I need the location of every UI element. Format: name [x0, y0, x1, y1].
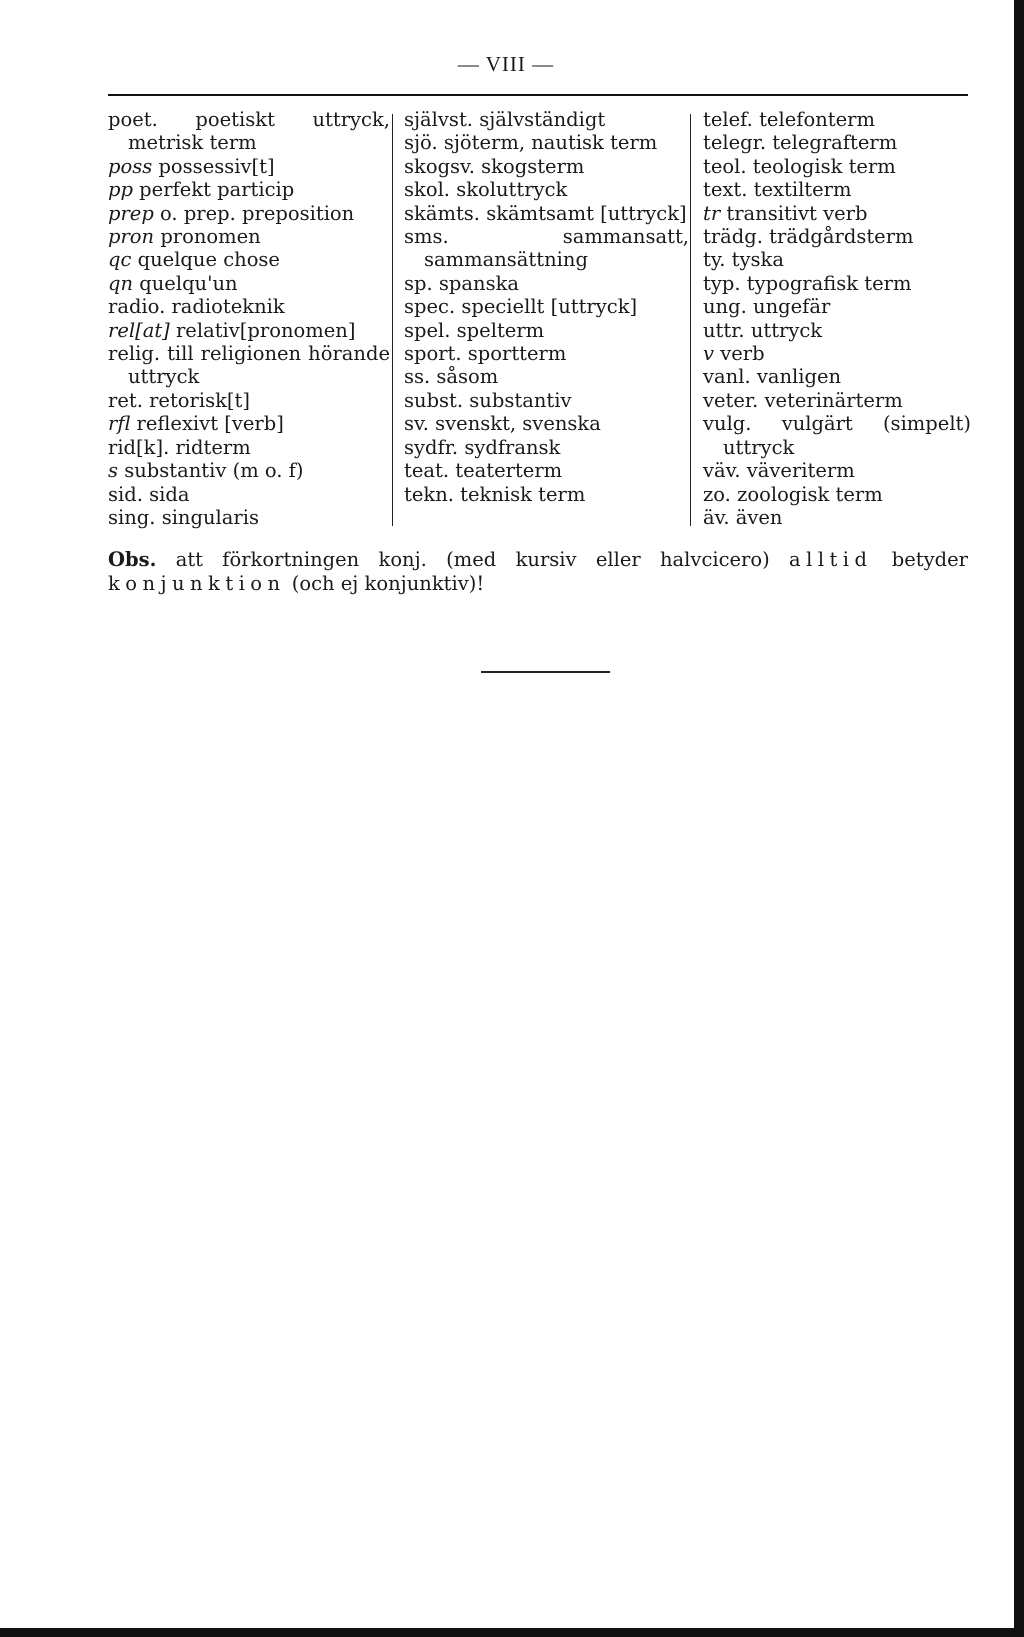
abbreviation-entry	[703, 202, 971, 225]
abbreviation-entry	[703, 108, 971, 131]
note-text: (och ej konjunktiv)!	[291, 572, 485, 595]
abbreviation-entry	[108, 225, 390, 248]
abbreviation: telegr.	[703, 131, 767, 155]
abbreviation-entry	[108, 202, 390, 225]
abbreviation-entry	[404, 131, 689, 154]
abbreviation-entry	[404, 295, 689, 318]
abbreviation: tr	[703, 201, 721, 225]
abbreviation-definition: sportterm	[467, 342, 567, 366]
abbreviation-definition: transitivt verb	[726, 201, 868, 225]
abbreviation-column-1	[108, 108, 390, 529]
abbreviation-entry	[404, 155, 689, 178]
abbreviation-entry	[108, 248, 390, 271]
abbreviation: skol.	[404, 178, 450, 202]
abbreviation-entry	[404, 272, 689, 295]
abbreviation-definition: quelque chose	[137, 248, 280, 272]
abbreviation-definition: trädgårdsterm	[769, 225, 914, 249]
abbreviation-entry	[404, 108, 689, 131]
abbreviation-entry	[703, 272, 971, 295]
abbreviation: poss	[108, 154, 153, 178]
abbreviation-definition: textilterm	[753, 178, 852, 202]
note-text: att förkortningen konj. (med kursiv eller halvcicero)	[175, 548, 770, 571]
abbreviation: v	[703, 342, 715, 366]
abbreviation: rid[k].	[108, 435, 170, 459]
abbreviation-definition: skoluttryck	[456, 178, 568, 202]
abbreviation: prep	[108, 201, 154, 225]
abbreviation: sydfr.	[404, 435, 459, 459]
abbreviation: teat.	[404, 459, 450, 483]
abbreviation-entry	[703, 225, 971, 248]
abbreviation-definition: sida	[149, 482, 190, 506]
top-rule	[108, 94, 968, 96]
abbreviation: qc	[108, 248, 132, 272]
abbreviation-entry	[703, 365, 971, 388]
abbreviation: sing.	[108, 505, 156, 529]
abbreviation-definition: teknisk term	[460, 482, 586, 506]
abbreviation: veter.	[703, 388, 759, 412]
abbreviation-definition: ridterm	[175, 435, 251, 459]
abbreviation-definition: substantiv	[469, 388, 572, 412]
abbreviation-entry	[108, 319, 390, 342]
abbreviation-definition: poetiskt uttryck, metrisk term	[128, 108, 390, 155]
abbreviation-definition: sammansatt, sammansättning	[424, 225, 689, 272]
abbreviation: sport.	[404, 342, 462, 366]
abbreviation-entry	[703, 459, 971, 482]
abbreviation: trädg.	[703, 225, 763, 249]
abbreviation-entry	[108, 459, 390, 482]
abbreviation: spec.	[404, 295, 456, 319]
abbreviation-entry	[108, 483, 390, 506]
abbreviation-entry	[404, 459, 689, 482]
abbreviation-entry	[703, 131, 971, 154]
abbreviation-entry	[703, 155, 971, 178]
abbreviation: väv.	[703, 459, 741, 483]
abbreviation-entry	[703, 412, 971, 459]
abbreviation-definition: sjöterm, nautisk term	[443, 131, 658, 155]
column-divider	[690, 114, 691, 526]
abbreviation-definition: ungefär	[753, 295, 831, 319]
abbreviation: vulg.	[703, 412, 752, 436]
abbreviation-entry	[108, 436, 390, 459]
abbreviation-definition: självständigt	[479, 108, 606, 131]
abbreviation-definition: relativ[pronomen]	[175, 318, 356, 342]
abbreviation-definition: sydfransk	[464, 435, 561, 459]
abbreviation-definition: perfekt particip	[139, 178, 295, 202]
abbreviation-entry	[404, 225, 689, 272]
abbreviation-definition: vulgärt (simpelt) uttryck	[723, 412, 971, 459]
abbreviation: spel.	[404, 318, 451, 342]
abbreviation-column-3	[703, 108, 971, 529]
abbreviation-definition: teologisk term	[752, 154, 896, 178]
abbreviation-definition: radioteknik	[171, 295, 285, 319]
column-divider	[392, 114, 393, 526]
abbreviation-definition: o. prep. preposition	[160, 201, 355, 225]
abbreviation-entry	[703, 295, 971, 318]
abbreviation: subst.	[404, 388, 464, 412]
abbreviation: ung.	[703, 295, 747, 319]
page-number: — VIII —	[457, 52, 555, 76]
abbreviation-entry	[404, 342, 689, 365]
abbreviation-definition: även	[735, 505, 783, 529]
abbreviation-entry	[108, 108, 390, 155]
abbreviation-definition: singularis	[161, 505, 259, 529]
abbreviation-definition: retorisk[t]	[149, 388, 250, 412]
abbreviation: sid.	[108, 482, 143, 506]
abbreviation-definition: pronomen	[160, 225, 261, 249]
abbreviation-definition: vanligen	[756, 365, 842, 389]
abbreviation: radio.	[108, 295, 166, 319]
abbreviation: qn	[108, 271, 134, 295]
abbreviation-entry	[404, 365, 689, 388]
abbreviation-definition: typografisk term	[746, 271, 912, 295]
abbreviation: äv.	[703, 505, 730, 529]
abbreviation-definition: reflexivt [verb]	[136, 412, 284, 436]
abbreviation-entry	[703, 342, 971, 365]
abbreviation-definition: teaterterm	[455, 459, 563, 483]
note-text: betyder	[891, 548, 968, 571]
abbreviation: ret.	[108, 388, 143, 412]
abbreviation-column-2	[404, 108, 689, 506]
note-emphasis: konjunktion	[108, 572, 286, 595]
abbreviation: självst.	[404, 108, 473, 131]
abbreviation-entry	[703, 389, 971, 412]
abbreviation-entry	[108, 412, 390, 435]
abbreviation-entry	[108, 342, 390, 389]
abbreviation-entry	[108, 506, 390, 529]
abbreviation-definition: svenskt, svenska	[435, 412, 601, 436]
abbreviation-entry	[108, 272, 390, 295]
abbreviation: relig.	[108, 342, 161, 366]
abbreviation-entry	[108, 178, 390, 201]
abbreviation: teol.	[703, 154, 747, 178]
abbreviation: s	[108, 459, 119, 483]
abbreviation-definition: till religionen hörande uttryck	[128, 342, 390, 389]
abbreviation-definition: skogsterm	[481, 154, 585, 178]
abbreviation-definition: väveriterm	[746, 459, 855, 483]
abbreviation: skämts.	[404, 201, 480, 225]
abbreviation: pron	[108, 225, 155, 249]
abbreviation: sjö.	[404, 131, 438, 155]
abbreviation-definition: telegrafterm	[772, 131, 898, 155]
abbreviation: sv.	[404, 412, 429, 436]
abbreviation: sms.	[404, 225, 449, 249]
abbreviation-definition: veterinärterm	[764, 388, 903, 412]
abbreviation-entry	[404, 178, 689, 201]
abbreviation-entry	[404, 483, 689, 506]
abbreviation-entry	[404, 436, 689, 459]
abbreviation: poet.	[108, 108, 158, 131]
abbreviation-definition: possessiv[t]	[158, 154, 275, 178]
abbreviation-definition: spelterm	[456, 318, 545, 342]
abbreviation-entry	[404, 412, 689, 435]
abbreviation: rfl	[108, 412, 131, 436]
scan-edge-right	[1014, 0, 1024, 1637]
abbreviation-entry	[703, 248, 971, 271]
abbreviation-definition: telefonterm	[759, 108, 875, 131]
abbreviation-entry	[703, 178, 971, 201]
abbreviation: skogsv.	[404, 154, 475, 178]
abbreviation-definition: verb	[720, 342, 765, 366]
abbreviation-entry	[108, 389, 390, 412]
abbreviation-definition: tyska	[731, 248, 784, 272]
abbreviation: zo.	[703, 482, 731, 506]
abbreviation: uttr.	[703, 318, 745, 342]
abbreviation: vanl.	[703, 365, 751, 389]
abbreviation-definition: uttryck	[750, 318, 823, 342]
abbreviation: text.	[703, 178, 748, 202]
abbreviation-definition: såsom	[436, 365, 499, 389]
abbreviation: tekn.	[404, 482, 454, 506]
abbreviation: ty.	[703, 248, 726, 272]
abbreviation: pp	[108, 178, 133, 202]
abbreviation-definition: skämtsamt [uttryck]	[486, 201, 687, 225]
abbreviation: telef.	[703, 108, 753, 131]
abbreviation-entry	[703, 483, 971, 506]
abbreviation-definition: substantiv (m o. f)	[124, 459, 304, 483]
abbreviation-definition: zoologisk term	[737, 482, 883, 506]
abbreviation-entry	[108, 295, 390, 318]
scan-edge-bottom	[0, 1628, 1024, 1637]
note-emphasis: alltid	[789, 548, 873, 571]
abbreviation-definition: quelqu'un	[139, 271, 238, 295]
abbreviation-entry	[404, 202, 689, 225]
abbreviation-definition: speciellt [uttryck]	[461, 295, 638, 319]
bottom-rule	[481, 671, 610, 673]
abbreviation-entry	[703, 506, 971, 529]
usage-note	[108, 548, 968, 596]
abbreviation: typ.	[703, 271, 741, 295]
abbreviation: sp.	[404, 271, 433, 295]
abbreviation: ss.	[404, 365, 431, 389]
abbreviation-entry	[703, 319, 971, 342]
abbreviation-definition: spanska	[438, 271, 520, 295]
abbreviation-entry	[108, 155, 390, 178]
abbreviation-entry	[404, 389, 689, 412]
abbreviation: rel[at]	[108, 318, 170, 342]
abbreviation-entry	[404, 319, 689, 342]
note-lead: Obs.	[108, 548, 157, 571]
